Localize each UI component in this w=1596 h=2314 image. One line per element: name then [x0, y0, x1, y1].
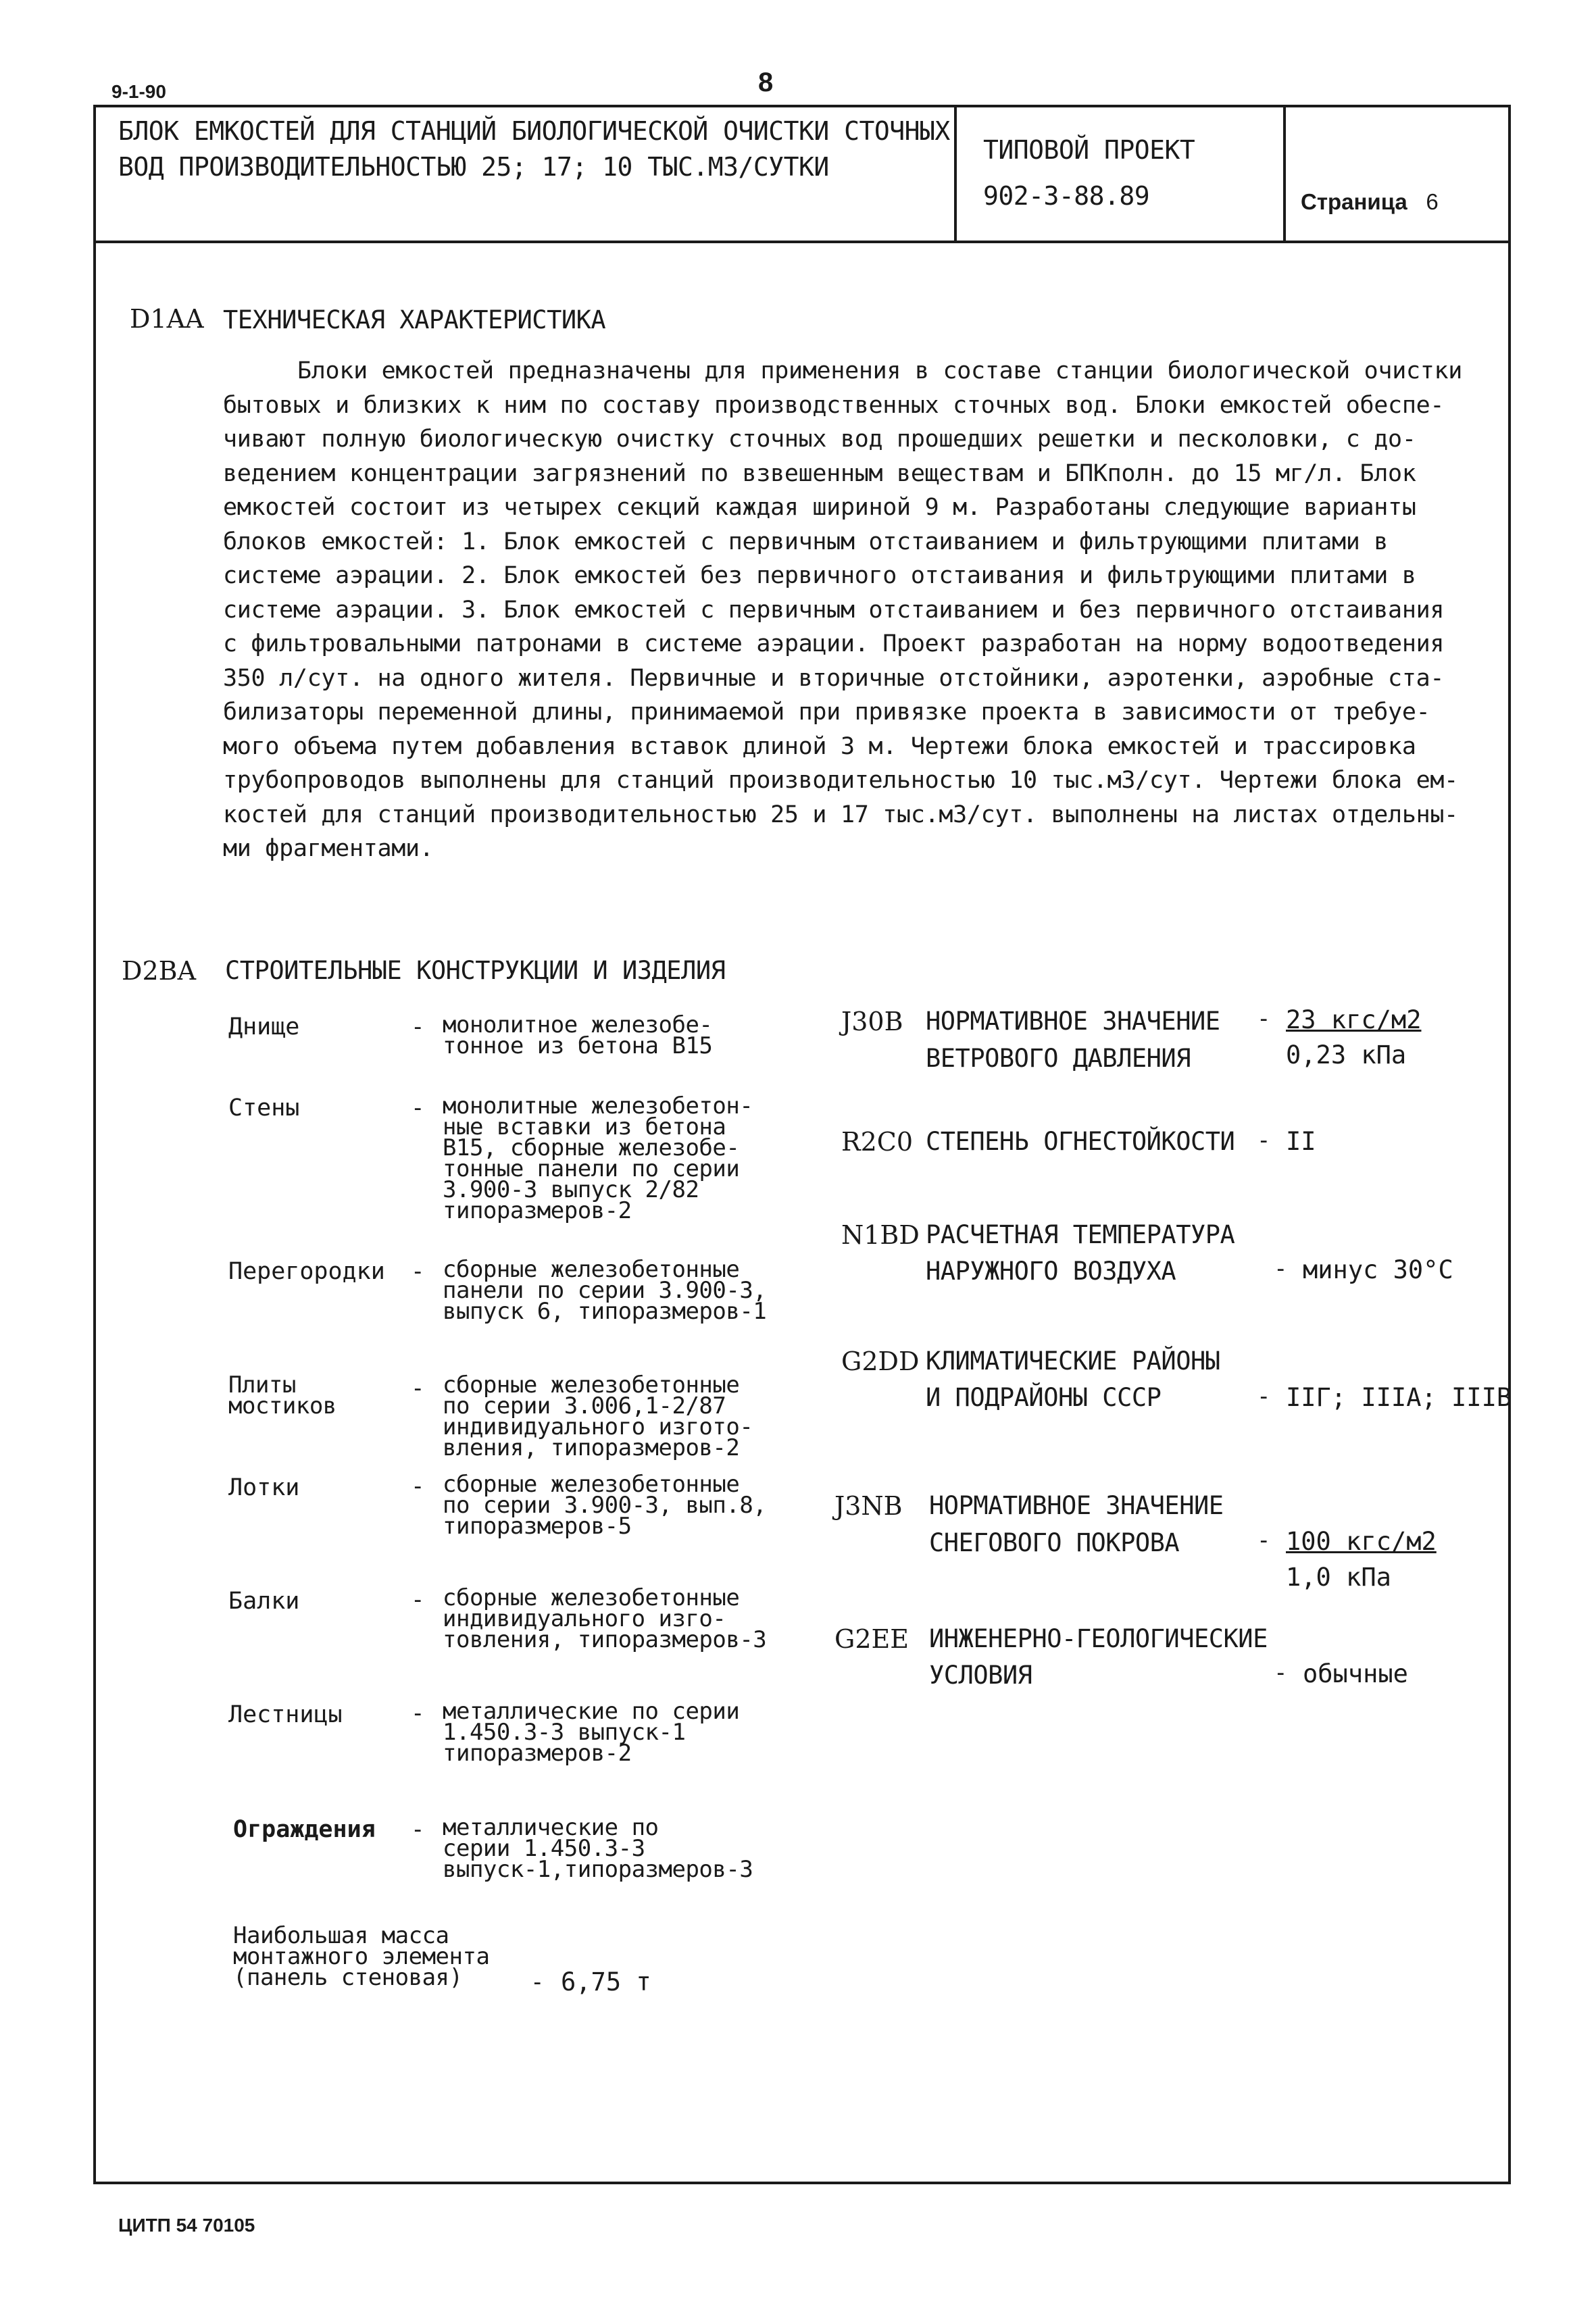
- section-1-code: D1AA: [130, 304, 204, 334]
- item-label: Лотки: [228, 1474, 300, 1501]
- param-label: СНЕГОВОГО ПОКРОВА: [929, 1528, 1180, 1557]
- item-partitions: [228, 1258, 385, 1285]
- project-number: 902-3-88.89: [983, 181, 1150, 211]
- paragraph-line: 350 л/сут. на одного жителя. Первичные и вторичные отстойники, аэротенки, аэробные ста-: [223, 664, 1445, 692]
- param-label: НОРМАТИВНОЕ ЗНАЧЕНИЕ: [926, 1007, 1220, 1036]
- dash: -: [411, 1258, 425, 1285]
- dash: -: [411, 1700, 425, 1727]
- item-label: Лестницы: [228, 1701, 343, 1728]
- paragraph-line: емкостей состоит из четырех секций каждая шириной 9 м. Разработаны следующие варианты: [223, 494, 1416, 521]
- item-label: Днище: [228, 1013, 300, 1040]
- item-description: сборные железобетонные панели по серии 3.900-3, выпуск 6, типоразмеров-1: [443, 1256, 767, 1325]
- dash: -: [411, 1473, 425, 1500]
- param-label: КЛИМАТИЧЕСКИЕ РАЙОНЫ: [926, 1347, 1220, 1376]
- param-value: обычные: [1303, 1659, 1408, 1688]
- dash: -: [1257, 1005, 1271, 1032]
- paragraph-line: системе аэрации. 2. Блок емкостей без первичного отстаивания и фильтрующими плитами в: [223, 562, 1416, 589]
- item-label: Балки: [228, 1588, 300, 1615]
- param-value: IIГ; IIIА; IIIВ: [1286, 1383, 1512, 1412]
- title-block-divider: [93, 241, 1508, 243]
- param-label: УСЛОВИЯ: [929, 1661, 1032, 1690]
- item-label: Стены: [228, 1095, 300, 1122]
- document-title-line-2: ВОД ПРОИЗВОДИТЕЛЬНОСТЬЮ 25; 17; 10 ТЫС.М3/СУТКИ: [118, 152, 829, 182]
- page-field: [1301, 189, 1439, 215]
- item-description: монолитные железобетон- ные вставки из бетона B15, сборные железобе- тонные панели по серии 3.900-3 выпуск 2/82 типоразмеров-2: [443, 1092, 753, 1224]
- param-label: ВЕТРОВОГО ДАВЛЕНИЯ: [926, 1044, 1191, 1073]
- item-beams: [228, 1588, 299, 1615]
- item-label: мостиков: [228, 1392, 336, 1419]
- dash: -: [411, 1586, 425, 1613]
- page-value: 6: [1426, 189, 1439, 214]
- item-description: сборные железобетонные индивидуального изго- товления, типоразмеров-3: [443, 1584, 767, 1653]
- paragraph-line: чивают полную биологическую очистку сточных вод прошедших решетки и песколовки, с до-: [223, 426, 1416, 453]
- paragraph-line: билизаторы переменной длины, принимаемой при привязке проекта в зависимости от требуе-: [223, 699, 1430, 726]
- item-bottom: [228, 1013, 299, 1040]
- item-stairs: [228, 1701, 343, 1728]
- dash: -: [1274, 1659, 1288, 1686]
- page-label: Страница: [1301, 189, 1407, 214]
- title-block-separator-2: [1283, 105, 1286, 241]
- max-mass-value: 6,75 т: [561, 1967, 651, 1996]
- dash: -: [1257, 1383, 1271, 1410]
- paragraph-line: ми фрагментами.: [223, 835, 434, 862]
- item-description: монолитное железобе- тонное из бетона B15: [443, 1011, 713, 1059]
- param-code: R2C0: [841, 1127, 914, 1157]
- item-railings: [233, 1816, 376, 1843]
- param-label: НАРУЖНОГО ВОЗДУХА: [926, 1257, 1176, 1286]
- param-value-secondary: 0,23 кПа: [1286, 1040, 1407, 1070]
- section-2-heading: СТРОИТЕЛЬНЫЕ КОНСТРУКЦИИ И ИЗДЕЛИЯ: [225, 956, 726, 985]
- paragraph-line: бытовых и близких к ним по составу производственных сточных вод. Блоки емкостей обеспе-: [223, 391, 1445, 419]
- param-label: И ПОДРАЙОНЫ СССР: [926, 1383, 1162, 1412]
- param-value: минус 30°С: [1303, 1255, 1453, 1284]
- page-number: 8: [758, 68, 774, 97]
- item-trays: [228, 1474, 299, 1501]
- item-label: Ограждения: [233, 1816, 376, 1843]
- dash: -: [411, 1816, 425, 1843]
- section-1-heading: ТЕХНИЧЕСКАЯ ХАРАКТЕРИСТИКА: [223, 305, 606, 334]
- dash: -: [1257, 1527, 1271, 1554]
- param-code: G2DD: [841, 1347, 920, 1376]
- dash: -: [411, 1013, 425, 1040]
- paragraph-line: Блоки емкостей предназначены для применения в составе станции биологической очистки: [297, 357, 1463, 384]
- item-description: сборные железобетонные по серии 3.006,1-2/87 индивидуального изгото- вления, типоразмеров-2: [443, 1372, 753, 1461]
- title-block-separator-1: [954, 105, 957, 241]
- param-label: НОРМАТИВНОЕ ЗНАЧЕНИЕ: [929, 1491, 1224, 1520]
- param-label: РАСЧЕТНАЯ ТЕМПЕРАТУРА: [926, 1220, 1235, 1249]
- param-code: J3NB: [834, 1491, 903, 1521]
- paragraph-line: блоков емкостей: 1. Блок емкостей с первичным отстаиванием и фильтрующими плитами в: [223, 528, 1389, 555]
- paragraph-line: с фильтровальными патронами в системе аэрации. Проект разработан на норму водоотведения: [223, 630, 1445, 657]
- paragraph-line: системе аэрации. 3. Блок емкостей с первичным отстаиванием и без первичного отстаивания: [223, 596, 1445, 624]
- dash: -: [1257, 1127, 1271, 1154]
- paragraph-line: костей для станций производительностью 25 и 17 тыс.м3/сут. выполнены на листах отдельны-: [223, 801, 1458, 828]
- item-bridge-slabs: [228, 1372, 336, 1419]
- param-code: N1BD: [841, 1220, 920, 1250]
- item-walls: [228, 1095, 299, 1122]
- paragraph-line: ведением концентрации загрязнений по взвешенным веществам и БПКполн. до 15 мг/л. Блок: [223, 459, 1416, 487]
- param-code: G2EE: [834, 1624, 909, 1654]
- item-description: металлические по серии 1.450.3-3 выпуск-1 типоразмеров-2: [443, 1698, 740, 1767]
- footer-code: ЦИТП 54 70105: [118, 2215, 255, 2236]
- max-mass: Наибольшая масса монтажного элемента (панель стеновая): [233, 1922, 490, 1991]
- dash: -: [530, 1969, 545, 1996]
- param-value: II: [1286, 1127, 1316, 1156]
- item-label: Перегородки: [228, 1258, 385, 1285]
- item-label: Плиты: [228, 1372, 296, 1399]
- dash: -: [411, 1095, 425, 1122]
- sheet-code: 9-1-90: [111, 81, 166, 102]
- dash: -: [1274, 1255, 1288, 1282]
- param-value: 23 кгс/м2: [1286, 1005, 1422, 1034]
- section-1-paragraph: [223, 354, 1493, 866]
- paragraph-line: трубопроводов выполнены для станций производительностью 10 тыс.м3/сут. Чертежи блока ем-: [223, 767, 1458, 794]
- param-code: J30B: [841, 1007, 903, 1036]
- document-title-line-1: БЛОК ЕМКОСТЕЙ ДЛЯ СТАНЦИЙ БИОЛОГИЧЕСКОЙ ОЧИСТКИ СТОЧНЫХ: [118, 116, 950, 146]
- paragraph-line: мого объема путем добавления вставок длиной 3 м. Чертежи блока емкостей и трассировка: [223, 732, 1416, 760]
- param-label: ИНЖЕНЕРНО-ГЕОЛОГИЧЕСКИЕ: [929, 1624, 1268, 1653]
- project-label: ТИПОВОЙ ПРОЕКТ: [983, 135, 1195, 165]
- section-2-code: D2BA: [122, 956, 197, 986]
- param-value: 100 кгс/м2: [1286, 1527, 1437, 1556]
- item-description: металлические по серии 1.450.3-3 выпуск-1,типоразмеров-3: [443, 1814, 753, 1883]
- item-description: сборные железобетонные по серии 3.900-3, вып.8, типоразмеров-5: [443, 1471, 767, 1540]
- dash: -: [411, 1375, 425, 1402]
- param-label: СТЕПЕНЬ ОГНЕСТОЙКОСТИ: [926, 1127, 1235, 1156]
- param-value-secondary: 1,0 кПа: [1286, 1563, 1391, 1592]
